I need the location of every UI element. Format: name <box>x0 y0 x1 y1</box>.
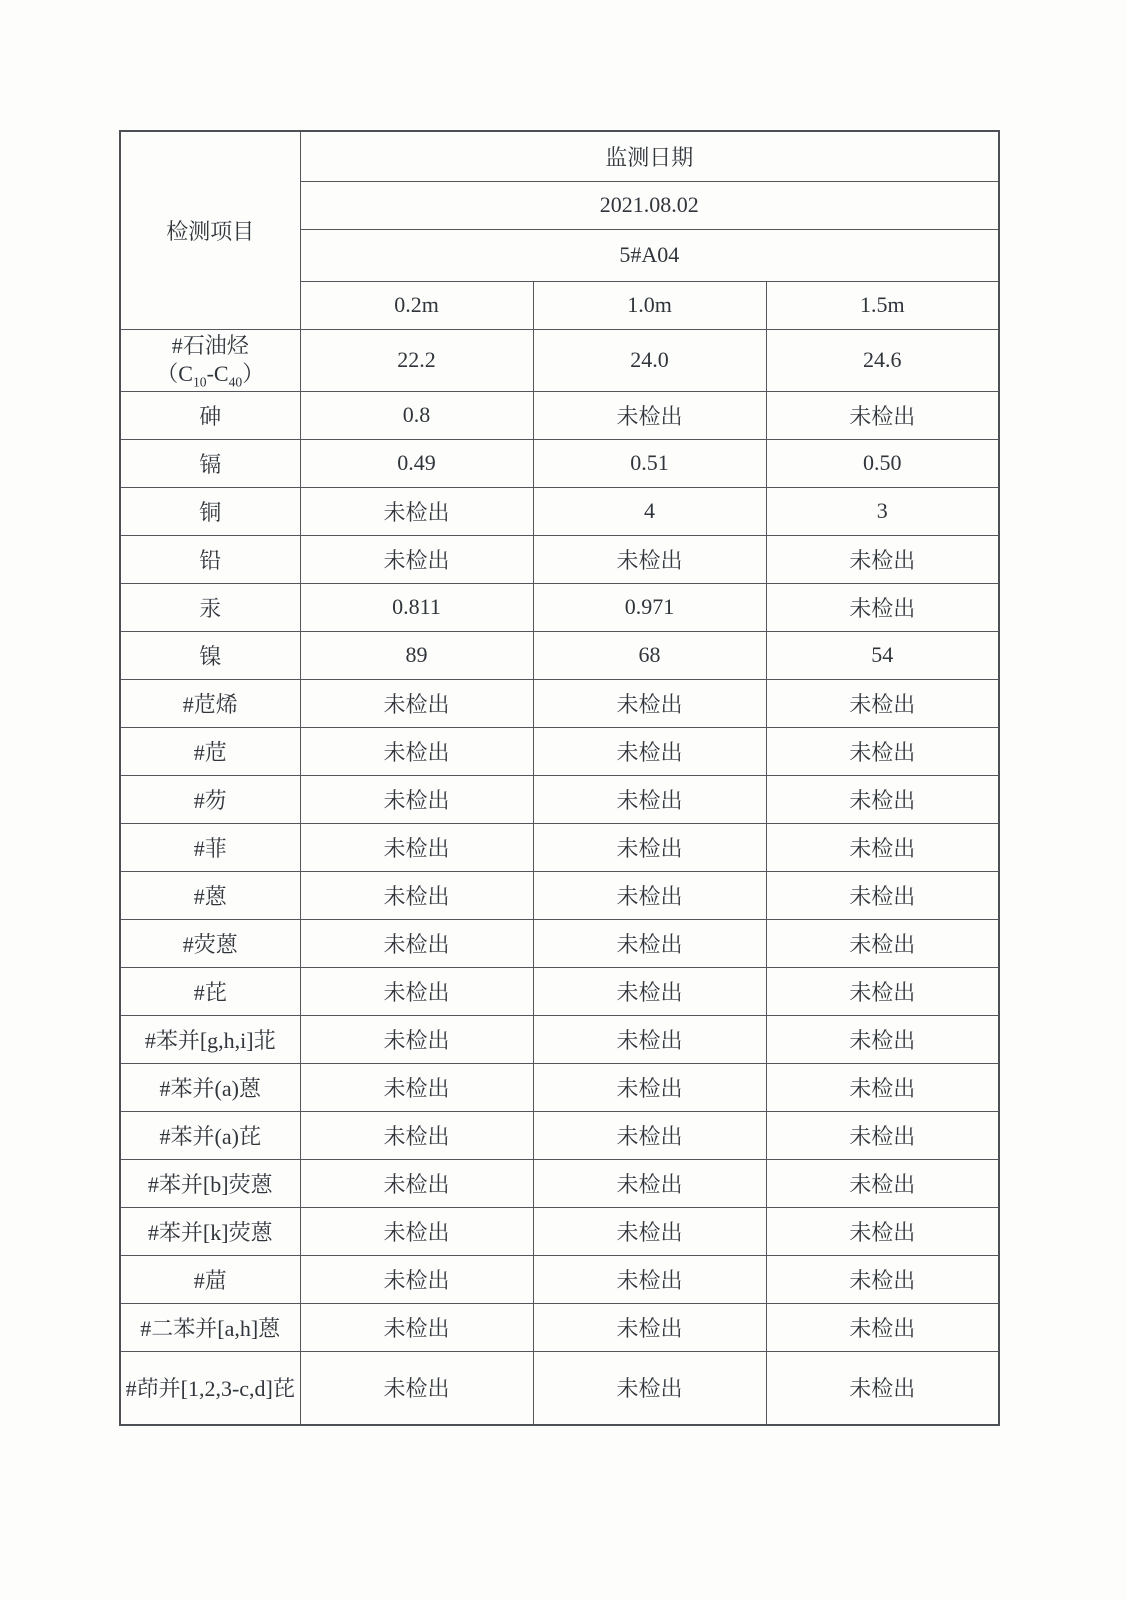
value-cell: 22.2 <box>300 329 533 391</box>
value-cell: 未检出 <box>533 679 766 727</box>
analyte-name: 砷 <box>120 391 300 439</box>
value-cell: 4 <box>533 487 766 535</box>
table-row-benzo-b-fluoranthene <box>120 1159 999 1207</box>
value-cell: 未检出 <box>766 871 999 919</box>
analyte-name: #苯并(a)蒽 <box>120 1063 300 1111</box>
item-column-header: 检测项目 <box>120 131 300 329</box>
analyte-name: #荧蒽 <box>120 919 300 967</box>
table-row-chrysene <box>120 1255 999 1303</box>
value-cell: 未检出 <box>766 1111 999 1159</box>
value-cell: 未检出 <box>300 871 533 919</box>
analyte-name: #苯并(a)芘 <box>120 1111 300 1159</box>
analyte-name: #苊烯 <box>120 679 300 727</box>
petroleum-name: #石油烃 <box>171 333 249 358</box>
value-cell: 未检出 <box>300 487 533 535</box>
value-cell: 未检出 <box>533 1159 766 1207</box>
formula-open: （C <box>156 361 193 386</box>
analyte-name: 汞 <box>120 583 300 631</box>
value-cell: 未检出 <box>533 871 766 919</box>
value-cell: 未检出 <box>533 919 766 967</box>
value-cell: 未检出 <box>300 535 533 583</box>
analyte-name: #蒽 <box>120 871 300 919</box>
value-cell: 未检出 <box>300 1303 533 1351</box>
depth-column-header: 1.0m <box>533 281 766 329</box>
value-cell: 68 <box>533 631 766 679</box>
value-cell: 未检出 <box>533 823 766 871</box>
analyte-name: #芴 <box>120 775 300 823</box>
table-row-benzo-a-pyrene <box>120 1111 999 1159</box>
value-cell: 未检出 <box>300 919 533 967</box>
value-cell: 未检出 <box>533 967 766 1015</box>
value-cell: 未检出 <box>533 1207 766 1255</box>
value-cell: 0.971 <box>533 583 766 631</box>
value-cell: 未检出 <box>533 1351 766 1425</box>
value-cell: 未检出 <box>300 823 533 871</box>
table-row-pyrene <box>120 967 999 1015</box>
value-cell: 未检出 <box>766 1207 999 1255</box>
value-cell: 未检出 <box>533 1063 766 1111</box>
value-cell: 54 <box>766 631 999 679</box>
table-row-copper <box>120 487 999 535</box>
table-row-header-date <box>120 131 999 181</box>
value-cell: 未检出 <box>300 1015 533 1063</box>
value-cell: 未检出 <box>533 1111 766 1159</box>
value-cell: 3 <box>766 487 999 535</box>
analyte-name: #苊 <box>120 727 300 775</box>
analyte-name: 镉 <box>120 439 300 487</box>
value-cell: 未检出 <box>300 967 533 1015</box>
formula-dash: -C <box>206 361 229 386</box>
monitor-date-header: 监测日期 <box>300 131 999 181</box>
table-row-anthracene <box>120 871 999 919</box>
value-cell: 未检出 <box>533 775 766 823</box>
table-row-benzo-a-anthracene <box>120 1063 999 1111</box>
value-cell: 未检出 <box>533 727 766 775</box>
table-row-fluorene <box>120 775 999 823</box>
analyte-name: 铅 <box>120 535 300 583</box>
value-cell: 未检出 <box>533 1015 766 1063</box>
value-cell: 未检出 <box>766 1015 999 1063</box>
table-row-acenaphthylene <box>120 679 999 727</box>
value-cell: 未检出 <box>766 679 999 727</box>
table-row-benzo-k-fluoranthene <box>120 1207 999 1255</box>
value-cell: 未检出 <box>300 1351 533 1425</box>
value-cell: 未检出 <box>766 1063 999 1111</box>
value-cell: 24.6 <box>766 329 999 391</box>
analyte-name: #苯并[b]荧蒽 <box>120 1159 300 1207</box>
value-cell: 未检出 <box>300 1207 533 1255</box>
value-cell: 未检出 <box>300 1255 533 1303</box>
table-row-benzo-ghi-perylene <box>120 1015 999 1063</box>
value-cell: 未检出 <box>533 1303 766 1351</box>
table-row-acenaphthene <box>120 727 999 775</box>
sample-point-id: 5#A04 <box>300 229 999 281</box>
analyte-name: #茚并[1,2,3-c,d]芘 <box>120 1351 300 1425</box>
analyte-name: 镍 <box>120 631 300 679</box>
analyte-name: #菲 <box>120 823 300 871</box>
value-cell: 未检出 <box>766 1159 999 1207</box>
value-cell: 未检出 <box>766 583 999 631</box>
formula-sub-high: 40 <box>228 374 243 390</box>
table-row-nickel <box>120 631 999 679</box>
table-row-indeno-pyrene <box>120 1351 999 1425</box>
value-cell: 24.0 <box>533 329 766 391</box>
value-cell: 未检出 <box>300 1159 533 1207</box>
value-cell: 未检出 <box>533 535 766 583</box>
table-row-cadmium <box>120 439 999 487</box>
monitoring-results-table <box>119 130 1000 1426</box>
formula-close: ） <box>242 361 265 386</box>
value-cell: 未检出 <box>766 967 999 1015</box>
value-cell: 未检出 <box>300 1111 533 1159</box>
value-cell: 89 <box>300 631 533 679</box>
table-row-dibenzo-ah-anthracene <box>120 1303 999 1351</box>
value-cell: 未检出 <box>766 1303 999 1351</box>
value-cell: 未检出 <box>300 775 533 823</box>
analyte-name-petroleum <box>120 329 300 391</box>
value-cell: 0.8 <box>300 391 533 439</box>
value-cell: 未检出 <box>300 679 533 727</box>
value-cell: 未检出 <box>766 535 999 583</box>
analyte-name: 铜 <box>120 487 300 535</box>
analyte-name: #䓛 <box>120 1255 300 1303</box>
analyte-name: #二苯并[a,h]蒽 <box>120 1303 300 1351</box>
value-cell: 未检出 <box>766 727 999 775</box>
analyte-name: #苯并[g,h,i]苝 <box>120 1015 300 1063</box>
value-cell: 未检出 <box>766 1255 999 1303</box>
table-row-fluoranthene <box>120 919 999 967</box>
depth-column-header: 0.2m <box>300 281 533 329</box>
value-cell: 未检出 <box>533 391 766 439</box>
value-cell: 未检出 <box>766 919 999 967</box>
value-cell: 未检出 <box>300 727 533 775</box>
table-row-lead <box>120 535 999 583</box>
analyte-name: #苯并[k]荧蒽 <box>120 1207 300 1255</box>
analyte-name: #芘 <box>120 967 300 1015</box>
table-row-phenanthrene <box>120 823 999 871</box>
value-cell: 未检出 <box>533 1255 766 1303</box>
value-cell: 0.51 <box>533 439 766 487</box>
table-row-petroleum <box>120 329 999 391</box>
monitor-date-value: 2021.08.02 <box>300 181 999 229</box>
value-cell: 未检出 <box>766 1351 999 1425</box>
depth-column-header: 1.5m <box>766 281 999 329</box>
value-cell: 0.811 <box>300 583 533 631</box>
formula-sub-low: 10 <box>192 374 207 390</box>
value-cell: 未检出 <box>300 1063 533 1111</box>
value-cell: 未检出 <box>766 823 999 871</box>
value-cell: 0.50 <box>766 439 999 487</box>
value-cell: 未检出 <box>766 391 999 439</box>
table-row-mercury <box>120 583 999 631</box>
petroleum-formula <box>125 360 296 388</box>
value-cell: 0.49 <box>300 439 533 487</box>
value-cell: 未检出 <box>766 775 999 823</box>
table-row-arsenic <box>120 391 999 439</box>
